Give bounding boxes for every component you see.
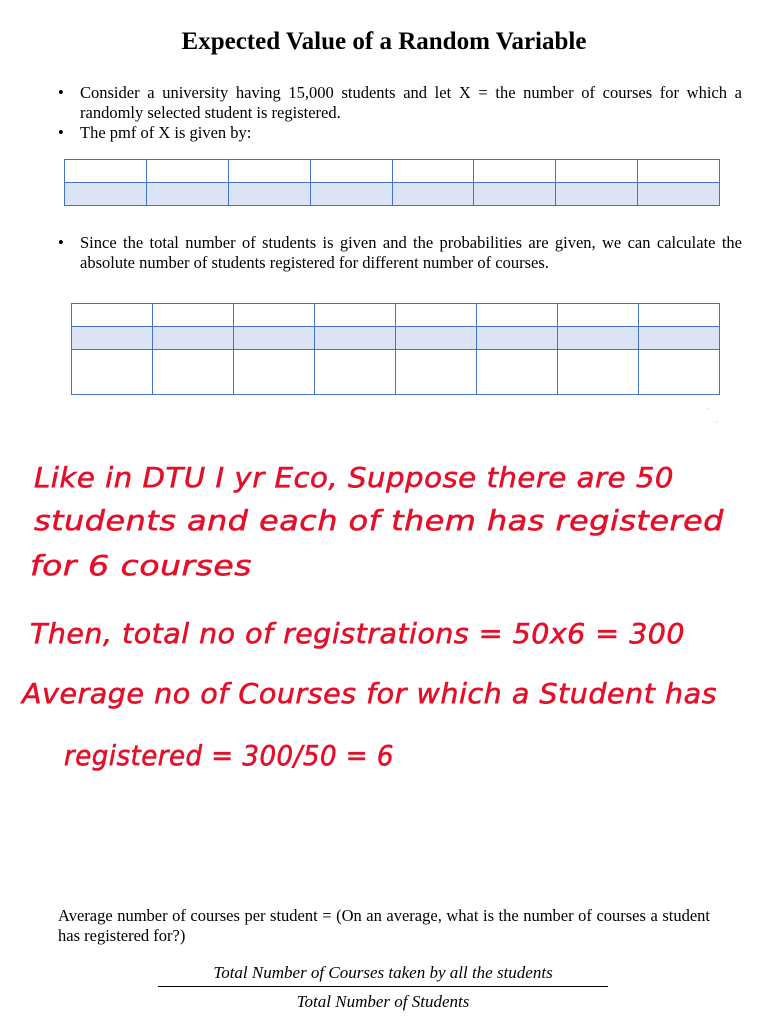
- note-line-1: Like in DTU I yr Eco, Suppose there are 50: [34, 461, 674, 494]
- handwriting-text: [20, 461, 724, 772]
- bullet-absolute-number: • Since the total number of students is given and the probabilities are given, we can calculate the absolute number of students registered for different number of courses.: [56, 233, 742, 273]
- bullet-pmf: • The pmf of X is given by:: [56, 123, 742, 143]
- note-line-4: Then, total no of registrations = 50x6 = 300: [30, 617, 685, 650]
- average-definition: Average number of courses per student = (On an average, what is the number of courses a student has registered for?): [58, 906, 710, 945]
- note-line-6: registered = 300/50 = 6: [64, 739, 394, 772]
- stray-mark: ,: [716, 418, 718, 424]
- average-formula: [156, 963, 610, 1012]
- stray-mark: ': [707, 408, 709, 414]
- note-line-3: for 6 courses: [30, 549, 252, 582]
- formula-numerator: Total Number of Courses taken by all the students: [213, 963, 553, 982]
- note-line-2: students and each of them has registered: [34, 504, 724, 537]
- page-title: Expected Value of a Random Variable: [181, 28, 587, 55]
- bullet-university: • Consider a university having 15,000 students and let X = the number of courses for which a randomly selected student is registered.: [56, 83, 742, 123]
- formula-denominator: Total Number of Students: [296, 992, 470, 1011]
- note-line-5: Average no of Courses for which a Student has: [19, 677, 718, 710]
